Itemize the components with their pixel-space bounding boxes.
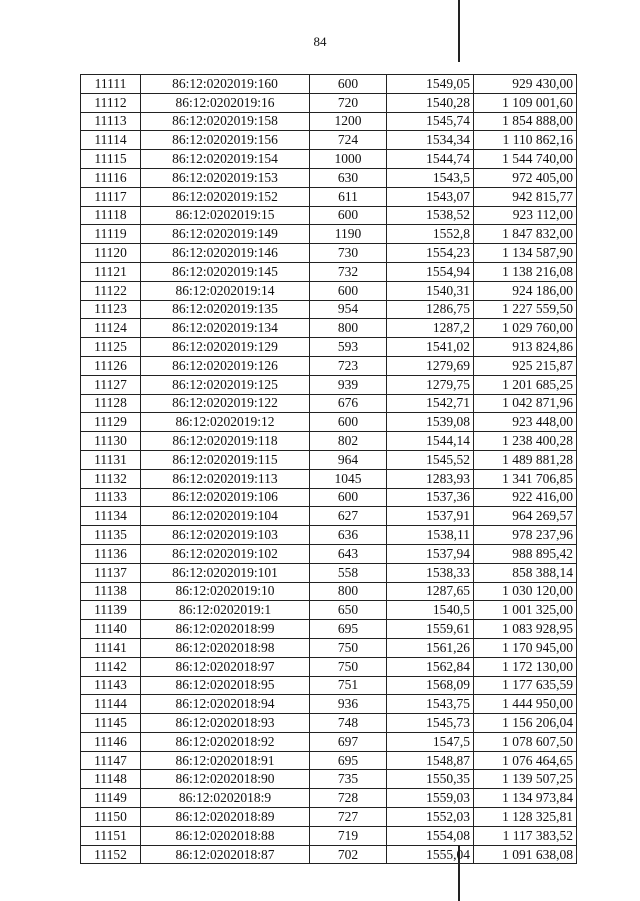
area-value: 558 — [310, 563, 387, 582]
cost-value: 972 405,00 — [474, 168, 577, 187]
area-value: 730 — [310, 244, 387, 263]
cost-value: 1 341 706,85 — [474, 469, 577, 488]
cadastral-number: 86:12:0202019:126 — [141, 356, 310, 375]
cost-value: 923 448,00 — [474, 413, 577, 432]
table-row — [81, 375, 577, 394]
rate-value: 1552,8 — [387, 225, 474, 244]
area-value: 750 — [310, 657, 387, 676]
rate-value: 1279,69 — [387, 356, 474, 375]
row-number: 11136 — [81, 544, 141, 563]
area-value: 1045 — [310, 469, 387, 488]
rate-value: 1287,65 — [387, 582, 474, 601]
cadastral-number: 86:12:0202019:15 — [141, 206, 310, 225]
row-number: 11133 — [81, 488, 141, 507]
cadastral-number: 86:12:0202019:122 — [141, 394, 310, 413]
rate-value: 1543,5 — [387, 168, 474, 187]
row-number: 11120 — [81, 244, 141, 263]
row-number: 11112 — [81, 93, 141, 112]
rate-value: 1562,84 — [387, 657, 474, 676]
table-row — [81, 93, 577, 112]
row-number: 11152 — [81, 845, 141, 864]
cadastral-number: 86:12:0202019:156 — [141, 131, 310, 150]
rate-value: 1279,75 — [387, 375, 474, 394]
scan-artifact-top — [458, 0, 460, 62]
row-number: 11135 — [81, 526, 141, 545]
cadastral-number: 86:12:0202019:16 — [141, 93, 310, 112]
area-value: 676 — [310, 394, 387, 413]
cost-value: 1 238 400,28 — [474, 432, 577, 451]
cost-value: 1 170 945,00 — [474, 638, 577, 657]
cadastral-number: 86:12:0202019:149 — [141, 225, 310, 244]
cost-value: 1 083 928,95 — [474, 620, 577, 639]
cadastral-number: 86:12:0202019:145 — [141, 262, 310, 281]
cadastral-number: 86:12:0202018:91 — [141, 751, 310, 770]
cost-value: 858 388,14 — [474, 563, 577, 582]
cost-value: 1 001 325,00 — [474, 601, 577, 620]
rate-value: 1543,75 — [387, 695, 474, 714]
cost-value: 1 110 862,16 — [474, 131, 577, 150]
area-value: 702 — [310, 845, 387, 864]
area-value: 600 — [310, 281, 387, 300]
table-row — [81, 695, 577, 714]
table-row — [81, 244, 577, 263]
cadastral-number: 86:12:0202018:87 — [141, 845, 310, 864]
rate-value: 1545,73 — [387, 714, 474, 733]
area-value: 695 — [310, 620, 387, 639]
area-value: 724 — [310, 131, 387, 150]
cadastral-number: 86:12:0202019:158 — [141, 112, 310, 131]
row-number: 11140 — [81, 620, 141, 639]
rate-value: 1534,34 — [387, 131, 474, 150]
row-number: 11151 — [81, 826, 141, 845]
row-number: 11137 — [81, 563, 141, 582]
table-row — [81, 526, 577, 545]
table-row — [81, 469, 577, 488]
rate-value: 1545,52 — [387, 450, 474, 469]
area-value: 636 — [310, 526, 387, 545]
cadastral-number: 86:12:0202019:103 — [141, 526, 310, 545]
area-value: 936 — [310, 695, 387, 714]
area-value: 939 — [310, 375, 387, 394]
cadastral-number: 86:12:0202018:9 — [141, 789, 310, 808]
rate-value: 1540,28 — [387, 93, 474, 112]
rate-value: 1568,09 — [387, 676, 474, 695]
area-value: 600 — [310, 413, 387, 432]
table-row — [81, 338, 577, 357]
cadastral-number: 86:12:0202019:104 — [141, 507, 310, 526]
row-number: 11121 — [81, 262, 141, 281]
row-number: 11146 — [81, 732, 141, 751]
rate-value: 1561,26 — [387, 638, 474, 657]
rate-value: 1547,5 — [387, 732, 474, 751]
cost-value: 1 847 832,00 — [474, 225, 577, 244]
row-number: 11132 — [81, 469, 141, 488]
rate-value: 1555,04 — [387, 845, 474, 864]
rate-value: 1537,91 — [387, 507, 474, 526]
cost-value: 1 109 001,60 — [474, 93, 577, 112]
row-number: 11149 — [81, 789, 141, 808]
row-number: 11123 — [81, 300, 141, 319]
row-number: 11113 — [81, 112, 141, 131]
table-row — [81, 432, 577, 451]
row-number: 11116 — [81, 168, 141, 187]
table-row — [81, 638, 577, 657]
table-row — [81, 657, 577, 676]
table-body — [81, 75, 577, 864]
row-number: 11143 — [81, 676, 141, 695]
row-number: 11117 — [81, 187, 141, 206]
cost-value: 1 076 464,65 — [474, 751, 577, 770]
rate-value: 1537,36 — [387, 488, 474, 507]
rate-value: 1549,05 — [387, 75, 474, 94]
area-value: 735 — [310, 770, 387, 789]
area-value: 593 — [310, 338, 387, 357]
area-value: 720 — [310, 93, 387, 112]
row-number: 11139 — [81, 601, 141, 620]
row-number: 11122 — [81, 281, 141, 300]
cost-value: 924 186,00 — [474, 281, 577, 300]
cost-value: 1 177 635,59 — [474, 676, 577, 695]
cost-value: 1 078 607,50 — [474, 732, 577, 751]
row-number: 11147 — [81, 751, 141, 770]
table-row — [81, 620, 577, 639]
table-row — [81, 676, 577, 695]
cost-value: 988 895,42 — [474, 544, 577, 563]
cadastral-number: 86:12:0202019:134 — [141, 319, 310, 338]
cost-value: 925 215,87 — [474, 356, 577, 375]
cadastral-number: 86:12:0202018:92 — [141, 732, 310, 751]
row-number: 11130 — [81, 432, 141, 451]
cost-value: 1 138 216,08 — [474, 262, 577, 281]
area-value: 697 — [310, 732, 387, 751]
cost-value: 929 430,00 — [474, 75, 577, 94]
cost-value: 1 091 638,08 — [474, 845, 577, 864]
row-number: 11125 — [81, 338, 141, 357]
table-row — [81, 544, 577, 563]
row-number: 11150 — [81, 808, 141, 827]
cost-value: 1 156 206,04 — [474, 714, 577, 733]
area-value: 802 — [310, 432, 387, 451]
area-value: 600 — [310, 75, 387, 94]
area-value: 728 — [310, 789, 387, 808]
cost-value: 1 201 685,25 — [474, 375, 577, 394]
row-number: 11142 — [81, 657, 141, 676]
cadastral-number: 86:12:0202019:115 — [141, 450, 310, 469]
cadastral-number: 86:12:0202019:113 — [141, 469, 310, 488]
rate-value: 1540,5 — [387, 601, 474, 620]
cadastral-table — [80, 74, 577, 864]
table-row — [81, 507, 577, 526]
table-row — [81, 75, 577, 94]
cadastral-number: 86:12:0202019:106 — [141, 488, 310, 507]
row-number: 11128 — [81, 394, 141, 413]
rate-value: 1539,08 — [387, 413, 474, 432]
row-number: 11148 — [81, 770, 141, 789]
rate-value: 1552,03 — [387, 808, 474, 827]
area-value: 964 — [310, 450, 387, 469]
cost-value: 1 227 559,50 — [474, 300, 577, 319]
rate-value: 1538,11 — [387, 526, 474, 545]
table-row — [81, 281, 577, 300]
cadastral-number: 86:12:0202018:99 — [141, 620, 310, 639]
cadastral-number: 86:12:0202019:135 — [141, 300, 310, 319]
table-row — [81, 168, 577, 187]
cadastral-number: 86:12:0202019:152 — [141, 187, 310, 206]
cadastral-number: 86:12:0202018:89 — [141, 808, 310, 827]
cost-value: 1 544 740,00 — [474, 150, 577, 169]
cost-value: 1 117 383,52 — [474, 826, 577, 845]
table-row — [81, 356, 577, 375]
rate-value: 1554,23 — [387, 244, 474, 263]
rate-value: 1286,75 — [387, 300, 474, 319]
row-number: 11138 — [81, 582, 141, 601]
cadastral-number: 86:12:0202019:118 — [141, 432, 310, 451]
table-row — [81, 187, 577, 206]
row-number: 11126 — [81, 356, 141, 375]
table-row — [81, 206, 577, 225]
rate-value: 1287,2 — [387, 319, 474, 338]
cost-value: 1 030 120,00 — [474, 582, 577, 601]
row-number: 11141 — [81, 638, 141, 657]
rate-value: 1538,33 — [387, 563, 474, 582]
rate-value: 1543,07 — [387, 187, 474, 206]
table-row — [81, 601, 577, 620]
cadastral-number: 86:12:0202019:12 — [141, 413, 310, 432]
cadastral-number: 86:12:0202019:125 — [141, 375, 310, 394]
row-number: 11111 — [81, 75, 141, 94]
area-value: 800 — [310, 319, 387, 338]
rate-value: 1554,08 — [387, 826, 474, 845]
table-row — [81, 131, 577, 150]
rate-value: 1554,94 — [387, 262, 474, 281]
cost-value: 1 134 587,90 — [474, 244, 577, 263]
cadastral-number: 86:12:0202019:146 — [141, 244, 310, 263]
cost-value: 1 134 973,84 — [474, 789, 577, 808]
area-value: 719 — [310, 826, 387, 845]
cadastral-number: 86:12:0202019:102 — [141, 544, 310, 563]
table-row — [81, 450, 577, 469]
rate-value: 1541,02 — [387, 338, 474, 357]
rate-value: 1559,61 — [387, 620, 474, 639]
rate-value: 1538,52 — [387, 206, 474, 225]
cadastral-number: 86:12:0202018:90 — [141, 770, 310, 789]
row-number: 11119 — [81, 225, 141, 244]
cadastral-number: 86:12:0202019:153 — [141, 168, 310, 187]
cadastral-number: 86:12:0202019:154 — [141, 150, 310, 169]
cost-value: 923 112,00 — [474, 206, 577, 225]
table-row — [81, 262, 577, 281]
cadastral-number: 86:12:0202018:98 — [141, 638, 310, 657]
row-number: 11115 — [81, 150, 141, 169]
rate-value: 1545,74 — [387, 112, 474, 131]
rate-value: 1548,87 — [387, 751, 474, 770]
table-row — [81, 582, 577, 601]
cost-value: 922 416,00 — [474, 488, 577, 507]
page-number: 84 — [313, 34, 327, 49]
area-value: 643 — [310, 544, 387, 563]
row-number: 11114 — [81, 131, 141, 150]
area-value: 1200 — [310, 112, 387, 131]
area-value: 630 — [310, 168, 387, 187]
rate-value: 1537,94 — [387, 544, 474, 563]
cost-value: 942 815,77 — [474, 187, 577, 206]
area-value: 611 — [310, 187, 387, 206]
row-number: 11131 — [81, 450, 141, 469]
table-row — [81, 413, 577, 432]
cadastral-number: 86:12:0202018:95 — [141, 676, 310, 695]
rate-value: 1542,71 — [387, 394, 474, 413]
table-row — [81, 845, 577, 864]
area-value: 723 — [310, 356, 387, 375]
cost-value: 978 237,96 — [474, 526, 577, 545]
rate-value: 1540,31 — [387, 281, 474, 300]
area-value: 748 — [310, 714, 387, 733]
cost-value: 1 854 888,00 — [474, 112, 577, 131]
area-value: 732 — [310, 262, 387, 281]
table-row — [81, 808, 577, 827]
row-number: 11144 — [81, 695, 141, 714]
area-value: 1190 — [310, 225, 387, 244]
row-number: 11134 — [81, 507, 141, 526]
table-row — [81, 300, 577, 319]
table-row — [81, 394, 577, 413]
cadastral-number: 86:12:0202018:94 — [141, 695, 310, 714]
area-value: 650 — [310, 601, 387, 620]
table-row — [81, 714, 577, 733]
cost-value: 1 444 950,00 — [474, 695, 577, 714]
row-number: 11127 — [81, 375, 141, 394]
cost-value: 1 172 130,00 — [474, 657, 577, 676]
cadastral-number: 86:12:0202018:93 — [141, 714, 310, 733]
area-value: 727 — [310, 808, 387, 827]
area-value: 627 — [310, 507, 387, 526]
area-value: 695 — [310, 751, 387, 770]
row-number: 11118 — [81, 206, 141, 225]
row-number: 11124 — [81, 319, 141, 338]
area-value: 751 — [310, 676, 387, 695]
rate-value: 1544,74 — [387, 150, 474, 169]
cost-value: 1 029 760,00 — [474, 319, 577, 338]
table-row — [81, 751, 577, 770]
area-value: 600 — [310, 488, 387, 507]
row-number: 11145 — [81, 714, 141, 733]
cost-value: 1 128 325,81 — [474, 808, 577, 827]
area-value: 800 — [310, 582, 387, 601]
rate-value: 1559,03 — [387, 789, 474, 808]
area-value: 1000 — [310, 150, 387, 169]
cadastral-number: 86:12:0202019:129 — [141, 338, 310, 357]
rate-value: 1550,35 — [387, 770, 474, 789]
rate-value: 1544,14 — [387, 432, 474, 451]
cadastral-number: 86:12:0202018:88 — [141, 826, 310, 845]
cadastral-number: 86:12:0202019:14 — [141, 281, 310, 300]
cost-value: 1 042 871,96 — [474, 394, 577, 413]
table-row — [81, 789, 577, 808]
area-value: 750 — [310, 638, 387, 657]
table-row — [81, 826, 577, 845]
table-row — [81, 563, 577, 582]
cost-value: 913 824,86 — [474, 338, 577, 357]
table-row — [81, 225, 577, 244]
table-row — [81, 150, 577, 169]
cadastral-number: 86:12:0202019:1 — [141, 601, 310, 620]
table-row — [81, 770, 577, 789]
cost-value: 1 489 881,28 — [474, 450, 577, 469]
table-row — [81, 732, 577, 751]
area-value: 600 — [310, 206, 387, 225]
cadastral-number: 86:12:0202019:101 — [141, 563, 310, 582]
cost-value: 1 139 507,25 — [474, 770, 577, 789]
table-row — [81, 319, 577, 338]
table-row — [81, 488, 577, 507]
row-number: 11129 — [81, 413, 141, 432]
cadastral-number: 86:12:0202019:10 — [141, 582, 310, 601]
rate-value: 1283,93 — [387, 469, 474, 488]
cost-value: 964 269,57 — [474, 507, 577, 526]
table-row — [81, 112, 577, 131]
cadastral-number: 86:12:0202018:97 — [141, 657, 310, 676]
area-value: 954 — [310, 300, 387, 319]
cadastral-number: 86:12:0202019:160 — [141, 75, 310, 94]
